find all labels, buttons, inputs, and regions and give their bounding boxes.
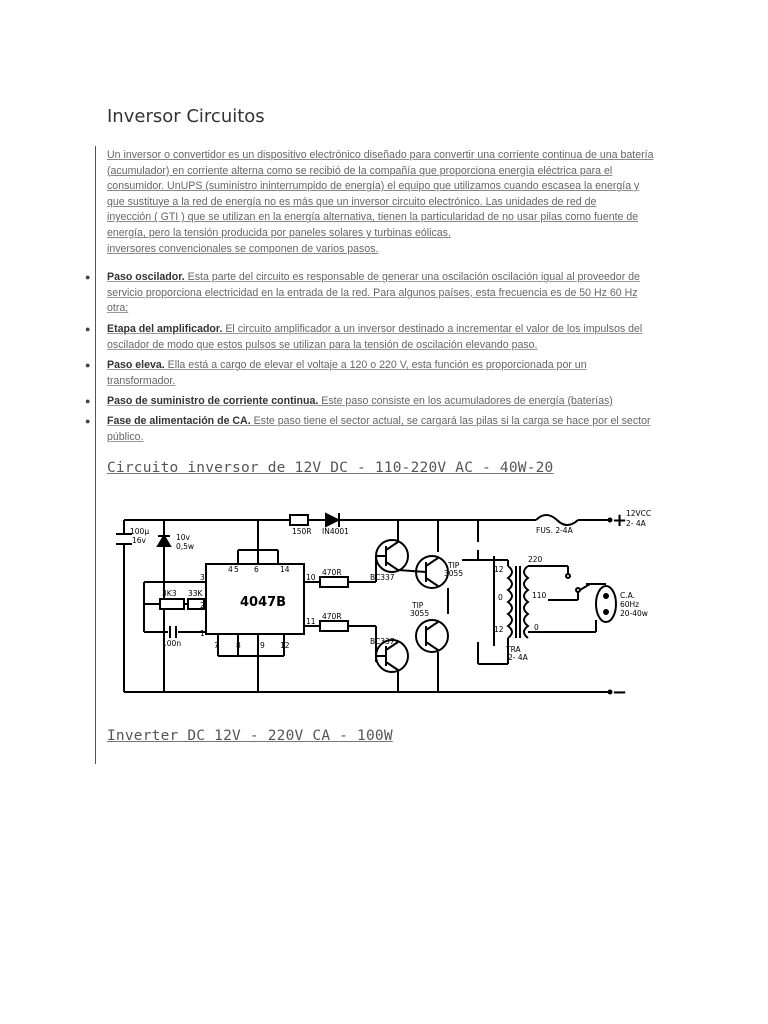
label-ca2: 60Hz — [620, 600, 640, 609]
bullet-icon: ● — [85, 324, 91, 334]
pin-label: 2 — [200, 601, 205, 610]
bullet-icon: ● — [85, 416, 91, 426]
resistor-470r-bottom-icon — [320, 621, 348, 631]
label-fuse: FUS. 2-4A — [536, 526, 573, 535]
pin-label: 5 — [234, 565, 239, 574]
inverter-heading-text: Inverter DC 12V - 220V CA - 100W — [107, 728, 393, 744]
label-bc-bot: BC337 — [370, 637, 395, 646]
step-text: Este paso tiene el sector actual, se cargará las pilas si la carga se hace por el sector — [250, 415, 651, 427]
step-text: otra; — [107, 302, 129, 315]
label-bc-top: BC337 — [370, 573, 395, 582]
pin-label: 11 — [306, 617, 316, 626]
label-ca1: C.A. — [620, 591, 636, 600]
label-t0b: 0 — [534, 623, 539, 632]
label-diode: IN4001 — [322, 527, 349, 536]
pin-label: 9 — [260, 641, 265, 650]
label-r1: 3K3 — [162, 589, 177, 598]
list-item — [85, 414, 652, 445]
label-zener-w: 0,5w — [176, 542, 195, 551]
diode-icon — [326, 513, 339, 527]
capacitor-100n-icon — [170, 626, 176, 638]
step-term: Paso oscilador. — [107, 271, 185, 283]
circuit-heading — [107, 460, 554, 476]
step-term: Paso de suministro de corriente continua. — [107, 395, 319, 407]
intro-line: Un inversor o convertidor es un dispositivo electrónico diseñado para convertir una corriente continua de una batería — [107, 149, 654, 161]
step-text: El circuito amplificador a un inversor destinado a incrementar el valor de los impulsos del — [222, 323, 643, 335]
resistor-470r-top-icon — [320, 577, 348, 587]
label-vcc1: 12VCC — [626, 509, 652, 518]
list-item — [85, 322, 652, 353]
label-tip-bot-b: 3055 — [410, 609, 430, 618]
transistor-tip3055-bottom-icon — [416, 620, 448, 652]
label-t220: 220 — [528, 555, 543, 564]
pin-label: 3 — [200, 573, 205, 582]
label-t0: 0 — [498, 593, 503, 602]
intro-paragraph — [107, 148, 662, 257]
pin-label: 8 — [236, 641, 241, 650]
step-text: transformador. — [107, 374, 176, 387]
label-tip-top-b: 3055 — [444, 569, 464, 578]
pin-label: 4 — [228, 565, 233, 574]
list-item — [85, 394, 652, 410]
list-item — [85, 270, 652, 317]
step-term: Etapa del amplificador. — [107, 323, 223, 335]
label-r150: 150R — [292, 527, 312, 536]
label-cap-v: 16v — [132, 536, 146, 545]
step-text: Esta parte del circuito es responsable de generar una oscilación oscilación igual al proveedor de — [184, 271, 640, 283]
step-text: servicio proporciona electricidad en la entrada de la red. Para algunos países, esta frecuencia es de 50 Hz 60 Hz — [107, 286, 638, 299]
label-tra2: 2- 4A — [508, 653, 528, 662]
pin-label: 6 — [254, 565, 259, 574]
label-plus: + — [612, 510, 628, 531]
pin-label: 7 — [214, 641, 219, 650]
circuit-diagram — [108, 496, 660, 702]
list-item — [85, 358, 652, 389]
resistor-150r-icon — [290, 515, 308, 525]
pin-label: 1 — [200, 629, 205, 638]
label-c100n: 100n — [162, 639, 182, 648]
intro-line: inversores convencionales se componen de varios pasos. — [107, 242, 379, 255]
ac-outlet-icon — [596, 586, 616, 622]
margin-rule — [95, 146, 96, 764]
label-tip-top-a: TIP — [448, 561, 460, 570]
fuse-icon — [536, 515, 578, 525]
intro-line: (acumulador) en corriente alterna como se recibió de la compañía que proporciona energía eléctrica para el — [107, 164, 613, 177]
step-text: Este paso consiste en los acumuladores de energía (baterías) — [318, 395, 613, 407]
pin-label: 10 — [306, 573, 316, 582]
label-zener: 10v — [176, 533, 190, 542]
label-minus: − — [612, 682, 628, 702]
resistor-3k3-icon — [160, 599, 184, 609]
step-term: Paso eleva. — [107, 359, 165, 371]
page-title: Inversor Circuitos — [107, 106, 265, 127]
intro-line: que sustituye a la red de energía no es más que un inversor circuito electrónico. Las unidades de red de — [107, 195, 597, 208]
transformer-icon — [508, 566, 528, 638]
step-text: Ella está a cargo de elevar el voltaje a 120 o 220 V, esta función es proporcionada por un — [164, 359, 587, 371]
inverter-heading — [107, 728, 393, 744]
label-vcc2: 2- 4A — [626, 519, 646, 528]
zener-icon — [158, 536, 170, 546]
label-t12b: 12 — [494, 625, 504, 634]
label-r470b: 470R — [322, 612, 342, 621]
pin-label: 14 — [280, 565, 290, 574]
label-ca3: 20-40w — [620, 609, 648, 618]
intro-line: consumidor. UnUPS (suministro ininterrumpido de energía) el equipo que utilizamos cuando escasea la energía y — [107, 180, 640, 193]
label-t110: 110 — [532, 591, 547, 600]
label-cap: 100µ — [130, 527, 150, 536]
label-t12a: 12 — [494, 565, 504, 574]
ic-label: 4047B — [240, 595, 287, 610]
circuit-heading-text: Circuito inversor de 12V DC - 110-220V AC - 40W-20 — [107, 460, 554, 476]
bullet-icon: ● — [85, 360, 91, 370]
bullet-icon: ● — [85, 272, 91, 282]
label-tip-bot-a: TIP — [412, 601, 424, 610]
label-r2: 33K — [188, 589, 203, 598]
transistor-bc337-top-icon — [376, 540, 408, 572]
label-r470a: 470R — [322, 568, 342, 577]
pin-label: 12 — [280, 641, 290, 650]
bullet-icon: ● — [85, 396, 91, 406]
label-tra1: TRA — [506, 645, 521, 654]
step-text: oscilador de modo que estos pulsos se utilizan para la tensión de oscilación elevando paso. — [107, 338, 538, 351]
step-text: público. — [107, 430, 144, 443]
intro-line: inyección ( GTI ) que se utilizan en la energía alternativa, tienen la particularidad de no usar pilas como fuente de — [107, 211, 639, 224]
intro-line: energía, pero la tensión producida por paneles solares y turbinas eólicas. — [107, 226, 451, 239]
step-term: Fase de alimentación de CA. — [107, 415, 251, 427]
